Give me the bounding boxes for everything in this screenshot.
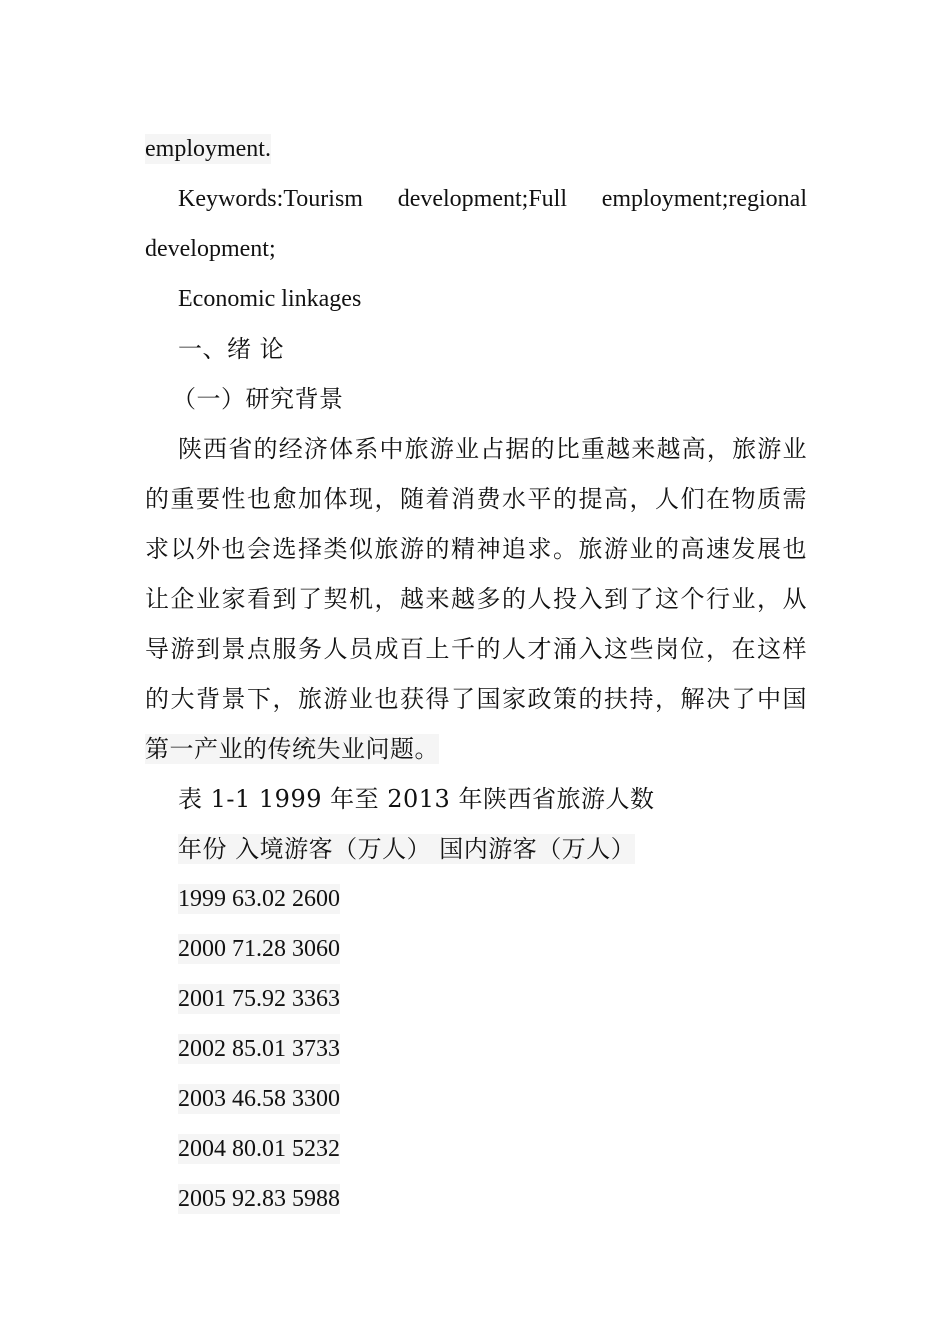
table-row: 2002 85.01 3733 <box>178 1036 340 1062</box>
section-heading-text: 一、绪 论 <box>178 335 285 363</box>
section-heading <box>145 324 807 374</box>
paragraph-line: 导游到景点服务人员成百上千的人才涌入这些岗位，在这样 <box>145 635 807 663</box>
keywords-line-2: development; <box>145 236 276 262</box>
table-header: 年份 入境游客（万人） 国内游客（万人） <box>178 835 636 863</box>
section-subheading <box>145 374 807 424</box>
table-row: 2003 46.58 3300 <box>178 1086 340 1112</box>
paragraph-line: 的重要性也愈加体现，随着消费水平的提高，人们在物质需 <box>145 485 807 513</box>
paragraph-line: 求以外也会选择类似旅游的精神追求。旅游业的高速发展也 <box>145 535 807 563</box>
table-caption: 表 1-1 1999 年至 2013 年陕西省旅游人数 <box>178 785 655 813</box>
table-row: 2004 80.01 5232 <box>178 1136 340 1162</box>
paragraph-line: 陕西省的经济体系中旅游业占据的比重越来越高，旅游业 <box>178 435 807 463</box>
paragraph-line: 的大背景下，旅游业也获得了国家政策的扶持，解决了中国 <box>145 685 807 713</box>
table-row: 2001 75.92 3363 <box>178 986 340 1012</box>
keywords-line-1: Keywords:Tourism development;Full employment;regional <box>178 186 807 212</box>
paragraph-line-last: 第一产业的传统失业问题。 <box>145 735 439 763</box>
table-row: 2005 92.83 5988 <box>178 1186 340 1212</box>
abstract-line-employment: employment. <box>145 136 271 162</box>
document-page <box>145 124 807 1224</box>
keywords-line-3: Economic linkages <box>178 286 362 312</box>
paragraph-line: 让企业家看到了契机，越来越多的人投入到了这个行业，从 <box>145 585 807 613</box>
table-row: 1999 63.02 2600 <box>178 886 340 912</box>
section-subheading-text: （一）研究背景 <box>172 385 344 413</box>
table-row: 2000 71.28 3060 <box>178 936 340 962</box>
